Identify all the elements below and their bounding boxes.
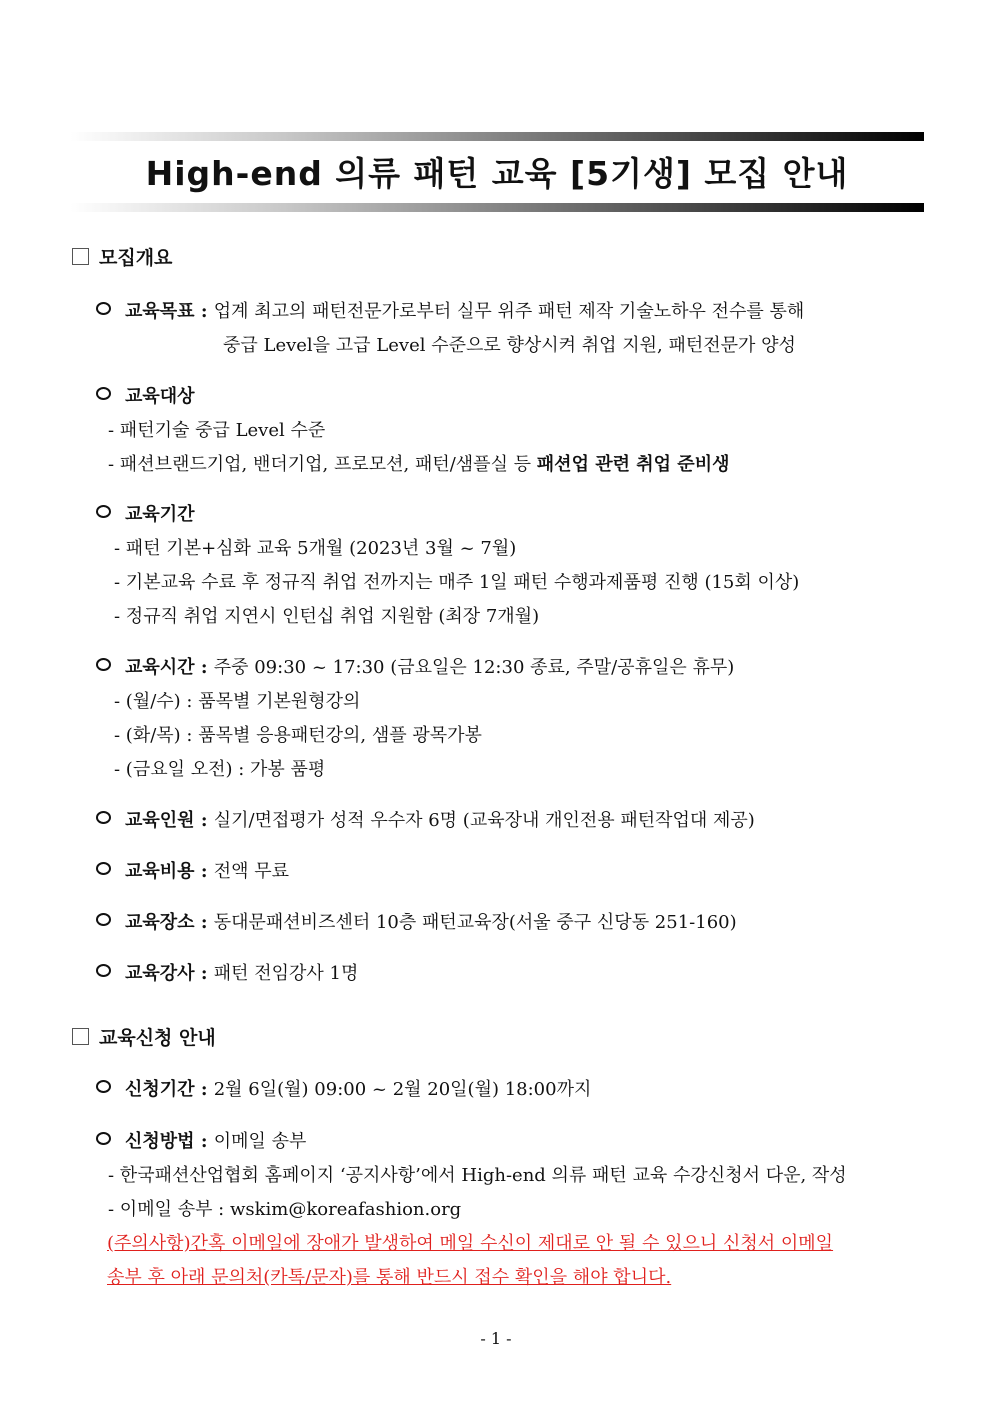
circle-bullet-icon bbox=[96, 964, 111, 977]
apply-period-label: 신청기간 : bbox=[125, 1079, 214, 1100]
people-value: 실기/면접평가 성적 우수자 6명 (교육장내 개인전용 패턴작업대 제공) bbox=[213, 810, 755, 831]
hours-item bbox=[96, 653, 734, 679]
period-line3: - 정규직 취업 지연시 인턴십 취업 지원함 (최장 7개월) bbox=[114, 606, 540, 627]
cost-value: 전액 무료 bbox=[213, 861, 290, 882]
target-item bbox=[96, 382, 195, 408]
title-block bbox=[70, 132, 924, 212]
goal-label: 교육목표 : bbox=[125, 301, 214, 322]
circle-bullet-icon bbox=[96, 505, 111, 518]
target-line2 bbox=[108, 450, 729, 476]
apply-period-value: 2월 6일(월) 09:00 ~ 2월 20일(월) 18:00까지 bbox=[213, 1079, 592, 1100]
title-top-bar bbox=[70, 132, 924, 141]
place-value: 동대문패션비즈센터 10층 패턴교육장(서울 중구 신당동 251-160) bbox=[213, 912, 737, 933]
goal-item bbox=[96, 297, 804, 323]
period-line2: - 기본교육 수료 후 정규직 취업 전까지는 매주 1일 패턴 수행과제품평 진행 (15회 이상) bbox=[114, 572, 800, 593]
circle-bullet-icon bbox=[96, 302, 111, 315]
period-item bbox=[96, 500, 195, 526]
hours-line1: - (월/수) : 품목별 기본원형강의 bbox=[114, 691, 361, 712]
apply-method-value: 이메일 송부 bbox=[213, 1131, 307, 1152]
target-line2-bold: 패션업 관련 취업 준비생 bbox=[536, 454, 730, 475]
circle-bullet-icon bbox=[96, 1080, 111, 1093]
period-label: 교육기간 bbox=[125, 504, 195, 525]
section-apply-heading: 교육신청 안내 bbox=[99, 1027, 216, 1049]
target-line2-text: - 패션브랜드기업, 밴더기업, 프로모션, 패턴/샘플실 등 bbox=[108, 454, 537, 475]
section-overview-heading: 모집개요 bbox=[99, 247, 173, 269]
circle-bullet-icon bbox=[96, 387, 111, 400]
notice-line2: 송부 후 아래 문의처(카톡/문자)를 통해 반드시 접수 확인을 해야 합니다. bbox=[107, 1267, 672, 1288]
circle-bullet-icon bbox=[96, 862, 111, 875]
circle-bullet-icon bbox=[96, 811, 111, 824]
goal-line2: 중급 Level을 고급 Level 수준으로 향상시켜 취업 지원, 패턴전문가 양성 bbox=[223, 335, 796, 356]
circle-bullet-icon bbox=[96, 658, 111, 671]
title-bottom-bar bbox=[70, 203, 924, 212]
place-label: 교육장소 : bbox=[125, 912, 214, 933]
cost-item bbox=[96, 857, 289, 883]
email-prefix: - 이메일 송부 : bbox=[108, 1199, 230, 1220]
apply-period-item bbox=[96, 1075, 591, 1101]
page-title: High-end 의류 패턴 교육 [5기생] 모집 안내 bbox=[145, 154, 849, 193]
hours-line3: - (금요일 오전) : 가봉 품평 bbox=[114, 759, 326, 780]
checkbox-square-icon bbox=[72, 1028, 89, 1045]
email-address[interactable]: wskim@koreafashion.org bbox=[229, 1199, 462, 1220]
checkbox-square-icon bbox=[72, 248, 89, 265]
hours-line2: - (화/목) : 품목별 응용패턴강의, 샘플 광목가봉 bbox=[114, 725, 482, 746]
section-overview bbox=[72, 243, 172, 270]
apply-method-line2 bbox=[108, 1195, 461, 1221]
cost-label: 교육비용 : bbox=[125, 861, 214, 882]
notice-line1: (주의사항)간혹 이메일에 장애가 발생하여 메일 수신이 제대로 안 될 수 있으니 신청서 이메일 bbox=[107, 1233, 834, 1254]
hours-label: 교육시간 : bbox=[125, 657, 214, 678]
people-item bbox=[96, 806, 755, 832]
teacher-label: 교육강사 : bbox=[125, 963, 214, 984]
goal-line1: 업계 최고의 패턴전문가로부터 실무 위주 패턴 제작 기술노하우 전수를 통해 bbox=[213, 301, 805, 322]
circle-bullet-icon bbox=[96, 1132, 111, 1145]
teacher-value: 패턴 전임강사 1명 bbox=[213, 963, 359, 984]
hours-value: 주중 09:30 ~ 17:30 (금요일은 12:30 종료, 주말/공휴일은 휴무) bbox=[213, 657, 735, 678]
target-line1: - 패턴기술 중급 Level 수준 bbox=[108, 420, 326, 441]
page-number: - 1 - bbox=[480, 1329, 512, 1348]
apply-method-label: 신청방법 : bbox=[125, 1131, 214, 1152]
section-apply bbox=[72, 1023, 216, 1050]
people-label: 교육인원 : bbox=[125, 810, 214, 831]
circle-bullet-icon bbox=[96, 913, 111, 926]
place-item bbox=[96, 908, 737, 934]
apply-method-item bbox=[96, 1127, 306, 1153]
target-label: 교육대상 bbox=[125, 386, 195, 407]
apply-method-line1: - 한국패션산업협회 홈페이지 ‘공지사항’에서 High-end 의류 패턴 교육 수강신청서 다운, 작성 bbox=[108, 1165, 847, 1186]
teacher-item bbox=[96, 959, 358, 985]
period-line1: - 패턴 기본+심화 교육 5개월 (2023년 3월 ~ 7월) bbox=[114, 538, 517, 559]
